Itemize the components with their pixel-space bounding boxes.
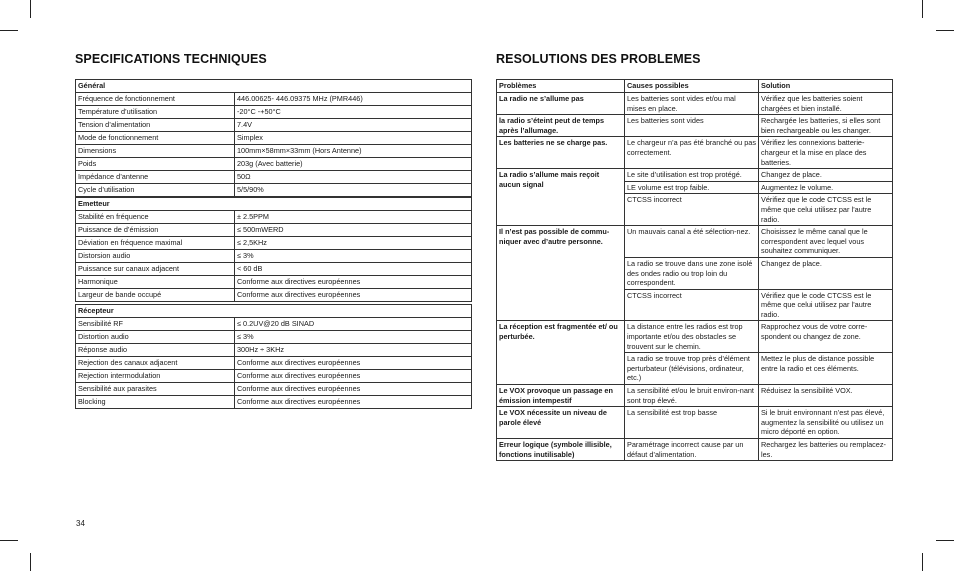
solution-cell: Vérifiez que le code CTCSS est le même que celui utilisez par l’autre radio. — [759, 289, 893, 321]
spec-label: Distortion audio — [76, 331, 235, 344]
spec-value: Conforme aux directives européennes — [235, 383, 472, 396]
table-row — [497, 439, 893, 461]
table-row — [76, 250, 472, 263]
problem-cell: La radio ne s’allume pas — [497, 93, 625, 115]
page-number: 34 — [76, 519, 85, 528]
cause-cell: La distance entre les radios est trop importante et/ou des obstacles se trouvent sur le chemin. — [625, 321, 759, 353]
cause-cell: Les batteries sont vides — [625, 115, 759, 137]
cause-cell: CTCSS incorrect — [625, 194, 759, 226]
solution-cell: Vérifiez que le code CTCSS est le même que celui utilisez par l’autre radio. — [759, 194, 893, 226]
spec-label: Blocking — [76, 396, 235, 409]
spec-value: < 60 dB — [235, 263, 472, 276]
table-row — [76, 370, 472, 383]
table-row — [76, 237, 472, 250]
spec-value: ± 2.5PPM — [235, 211, 472, 224]
table-row — [76, 106, 472, 119]
cause-cell: Un mauvais canal a été sélection-nez. — [625, 226, 759, 258]
spec-label: Puissance de d’émission — [76, 224, 235, 237]
spec-value: 50Ω — [235, 171, 472, 184]
table-row — [76, 318, 472, 331]
spec-label: Largeur de bande occupé — [76, 289, 235, 302]
table-row — [76, 132, 472, 145]
spec-value: 5/5/90% — [235, 184, 472, 197]
cause-cell: La sensibilité et/ou le bruit environ-nant sont trop élevé. — [625, 385, 759, 407]
cause-cell: LE volume est trop faible. — [625, 181, 759, 194]
spec-label: Sensibilité RF — [76, 318, 235, 331]
solution-cell: Rechargez les batteries ou remplacez-les. — [759, 439, 893, 461]
table-row — [76, 184, 472, 197]
cause-cell: La radio se trouve trop près d’élément perturbateur (télévisions, ordinateur, etc.) — [625, 353, 759, 385]
spec-value: Conforme aux directives européennes — [235, 396, 472, 409]
table-row — [497, 169, 893, 182]
table-row — [76, 263, 472, 276]
solution-cell: Vérifiez les connexions batterie-chargeur et la mise en place des batteries. — [759, 137, 893, 169]
table-row — [497, 137, 893, 169]
problem-cell: La réception est fragmentée et/ ou perturbée. — [497, 321, 625, 385]
spec-value: 446.00625- 446.09375 MHz (PMR446) — [235, 93, 472, 106]
spec-label: Puissance sur canaux adjacent — [76, 263, 235, 276]
crop-mark — [936, 30, 954, 31]
crop-mark — [0, 540, 18, 541]
solution-cell: Changez de place. — [759, 169, 893, 182]
solution-cell: Réduisez la sensibilité VOX. — [759, 385, 893, 407]
spec-value: -20°C -+50°C — [235, 106, 472, 119]
solution-cell: Changez de place. — [759, 257, 893, 289]
column-header: Problèmes — [497, 80, 625, 93]
cause-cell: CTCSS incorrect — [625, 289, 759, 321]
problem-cell: Le VOX provoque un passage en émission intempestif — [497, 385, 625, 407]
solution-cell: Mettez le plus de distance possible entre la radio et ces éléments. — [759, 353, 893, 385]
spec-value: ≤ 3% — [235, 250, 472, 263]
table-row — [497, 407, 893, 439]
spec-label: Température d’utilisation — [76, 106, 235, 119]
spec-label: Stabilité en fréquence — [76, 211, 235, 224]
table-row — [76, 119, 472, 132]
table-row — [76, 158, 472, 171]
cause-cell: La sensibilité est trop basse — [625, 407, 759, 439]
solution-cell: Vérifiez que les batteries soient chargées et bien installé. — [759, 93, 893, 115]
spec-label: Harmonique — [76, 276, 235, 289]
spec-value: 300Hz ÷ 3KHz — [235, 344, 472, 357]
solution-cell: Si le bruit environnant n’est pas élevé, augmentez la sensibilité ou utilisez un micro déporté en option. — [759, 407, 893, 439]
spec-value: 7.4V — [235, 119, 472, 132]
cause-cell: Le chargeur n’a pas été branché ou pas correctement. — [625, 137, 759, 169]
spec-value: Conforme aux directives européennes — [235, 276, 472, 289]
table-row — [497, 385, 893, 407]
spec-value: Conforme aux directives européennes — [235, 370, 472, 383]
specifications-title: SPECIFICATIONS TECHNIQUES — [75, 52, 267, 66]
table-row — [76, 289, 472, 302]
spec-value: Conforme aux directives européennes — [235, 357, 472, 370]
spec-value: ≤ 3% — [235, 331, 472, 344]
spec-label: Déviation en fréquence maximal — [76, 237, 235, 250]
spec-table-emetteur — [75, 197, 472, 302]
spec-value: 100mm×58mm×33mm (Hors Antenne) — [235, 145, 472, 158]
table-row — [76, 145, 472, 158]
table-row — [76, 276, 472, 289]
spec-label: Fréquence de fonctionnement — [76, 93, 235, 106]
cause-cell: Paramétrage incorrect cause par un défaut d’alimentation. — [625, 439, 759, 461]
table-row — [76, 224, 472, 237]
crop-mark — [922, 0, 923, 18]
crop-mark — [936, 540, 954, 541]
cause-cell: Le site d’utilisation est trop protégé. — [625, 169, 759, 182]
section-header: Emetteur — [76, 198, 472, 211]
problem-cell: Il n’est pas possible de commu-niquer avec d’autre personne. — [497, 226, 625, 321]
spec-label: Rejection des canaux adjacent — [76, 357, 235, 370]
table-row — [76, 331, 472, 344]
problem-cell: La radio s’allume mais reçoit aucun signal — [497, 169, 625, 226]
column-header: Solution — [759, 80, 893, 93]
section-header: Général — [76, 80, 472, 93]
table-row — [76, 344, 472, 357]
solution-cell: Rechargée les batteries, si elles sont bien rechargeable ou les changer. — [759, 115, 893, 137]
spec-label: Réponse audio — [76, 344, 235, 357]
spec-label: Impédance d’antenne — [76, 171, 235, 184]
spec-value: Conforme aux directives européennes — [235, 289, 472, 302]
spec-label: Dimensions — [76, 145, 235, 158]
table-row — [76, 93, 472, 106]
spec-value: ≤ 2,5KHz — [235, 237, 472, 250]
troubleshooting-title: RESOLUTIONS DES PROBLEMES — [496, 52, 701, 66]
crop-mark — [30, 0, 31, 18]
table-row — [497, 115, 893, 137]
crop-mark — [0, 30, 18, 31]
spec-table-recepteur — [75, 304, 472, 409]
spec-label: Cycle d’utilisation — [76, 184, 235, 197]
solution-cell: Rapprochez vous de votre corre-spondent ou changez de zone. — [759, 321, 893, 353]
table-row — [497, 226, 893, 258]
table-row — [497, 93, 893, 115]
crop-mark — [922, 553, 923, 571]
spec-value: 203g (Avec batterie) — [235, 158, 472, 171]
problem-cell: Le VOX nécessite un niveau de parole élevé — [497, 407, 625, 439]
table-row — [76, 211, 472, 224]
table-header-row — [497, 80, 893, 93]
cause-cell: Les batteries sont vides et/ou mal mises en place. — [625, 93, 759, 115]
table-row — [76, 383, 472, 396]
spec-label: Distorsion audio — [76, 250, 235, 263]
column-header: Causes possibles — [625, 80, 759, 93]
table-row — [76, 171, 472, 184]
spec-value: Simplex — [235, 132, 472, 145]
table-row — [76, 396, 472, 409]
problem-cell: la radio s’éteint peut de temps après l’allumage. — [497, 115, 625, 137]
spec-label: Tension d’alimentation — [76, 119, 235, 132]
spec-label: Poids — [76, 158, 235, 171]
section-header: Récepteur — [76, 305, 472, 318]
problem-cell: Les batteries ne se charge pas. — [497, 137, 625, 169]
solution-cell: Choisissez le même canal que le correspondent avec lequel vous souhaitez communiquer. — [759, 226, 893, 258]
spec-value: ≤ 0.2UV@20 dB SINAD — [235, 318, 472, 331]
crop-mark — [30, 553, 31, 571]
spec-label: Mode de fonctionnement — [76, 132, 235, 145]
spec-label: Sensibilité aux parasites — [76, 383, 235, 396]
cause-cell: La radio se trouve dans une zone isolé des ondes radio ou trop loin du correspondent. — [625, 257, 759, 289]
spec-table-general — [75, 79, 472, 197]
table-row — [76, 357, 472, 370]
problem-cell: Erreur logique (symbole illisible, fonctions inutilisable) — [497, 439, 625, 461]
solution-cell: Augmentez le volume. — [759, 181, 893, 194]
table-row — [497, 321, 893, 353]
spec-value: ≤ 500mWERD — [235, 224, 472, 237]
spec-label: Rejection intermodulation — [76, 370, 235, 383]
troubleshooting-table — [496, 79, 893, 461]
